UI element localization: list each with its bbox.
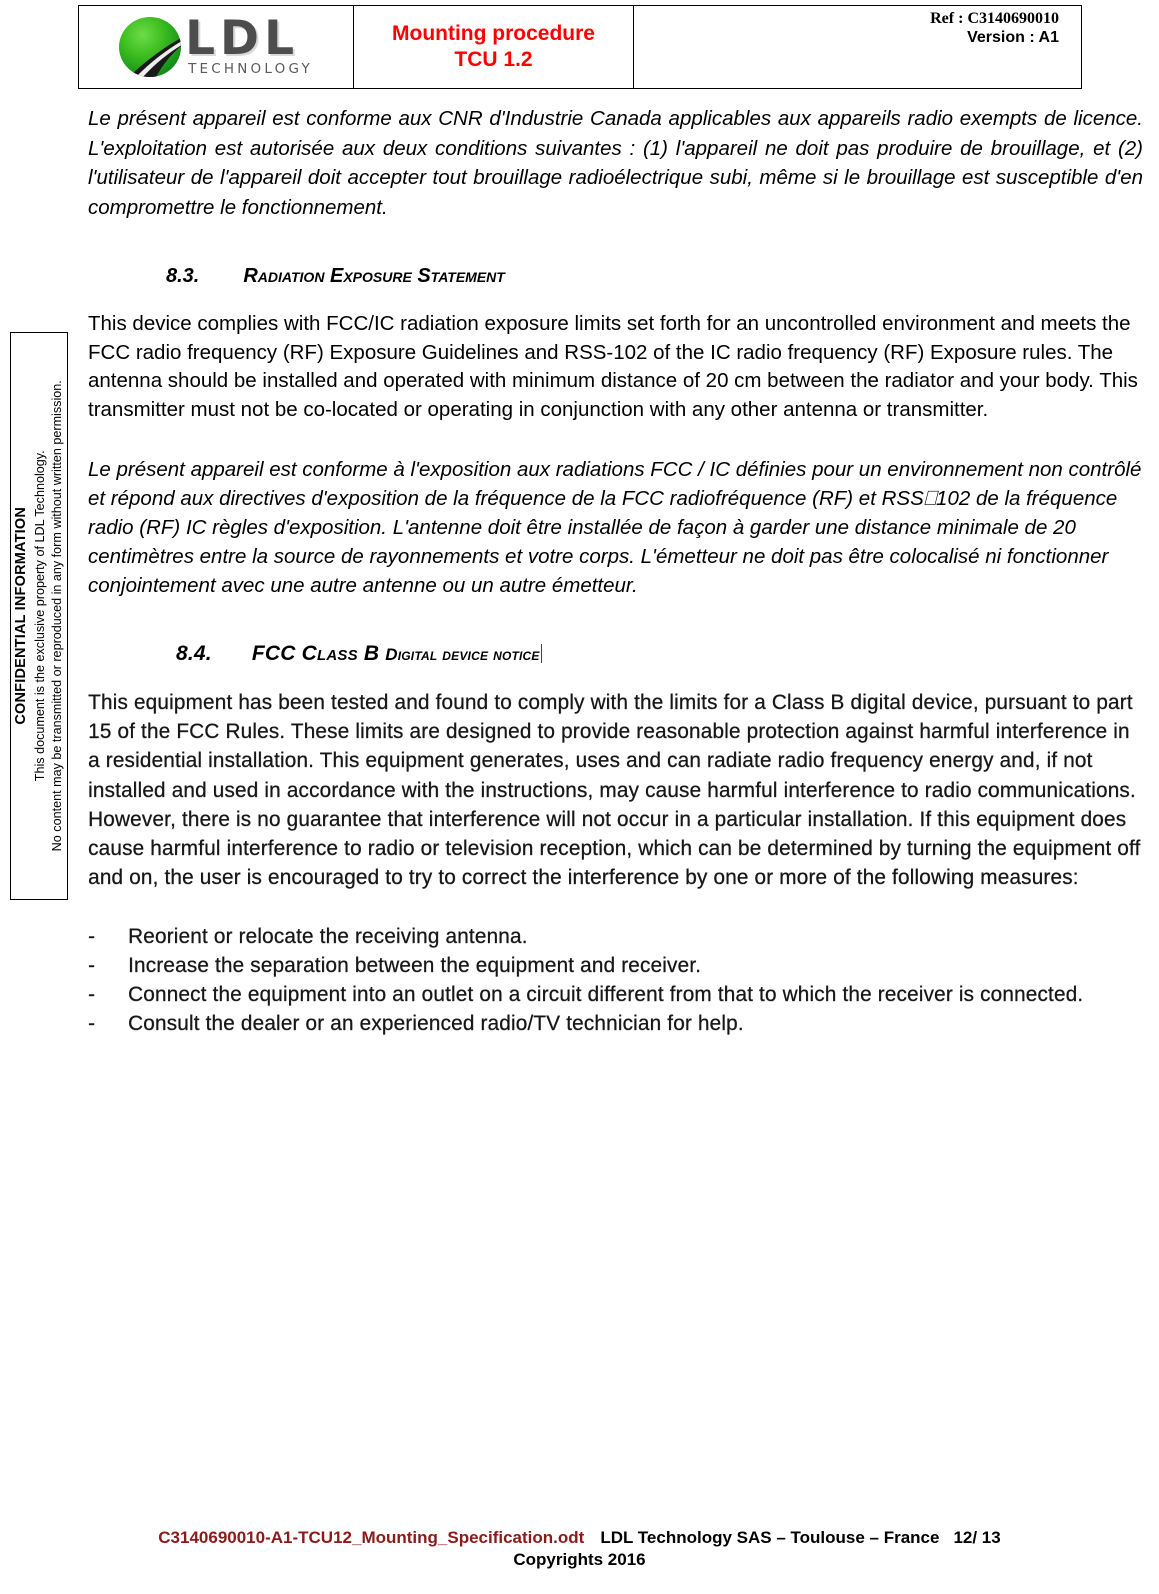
list-item	[88, 951, 1143, 980]
header-reference-cell	[634, 6, 1081, 88]
footer-filename: C3140690010-A1-TCU12_Mounting_Specification.odt	[158, 1528, 585, 1547]
header-logo-cell	[79, 6, 354, 88]
heading-8-3-number: 8.3.	[166, 264, 200, 287]
text-cursor-caret	[541, 644, 543, 663]
heading-8-4-title-part1: FCC Class B	[251, 642, 380, 666]
bullet-marker: -	[88, 983, 96, 1007]
heading-8-4-number: 8.4.	[176, 642, 212, 666]
green-sphere-road-icon	[119, 17, 181, 77]
list-item-text: Reorient or relocate the receiving antenna.	[128, 924, 528, 948]
footer-primary-line	[0, 1528, 1159, 1548]
spacer	[88, 600, 1143, 642]
spacer	[88, 892, 1143, 922]
list-item-text: Connect the equipment into an outlet on a circuit different from that to which the receiver is connected.	[128, 983, 1084, 1007]
heading-8-3	[88, 265, 1143, 288]
spacer	[88, 666, 1143, 688]
fcc-measures-list	[88, 922, 1143, 1038]
heading-8-4-title-part2: Digital device notice	[385, 645, 540, 665]
road-shape	[125, 29, 181, 77]
list-item	[88, 980, 1143, 1009]
document-reference: Ref : C3140690010	[930, 10, 1059, 27]
header-title-cell	[354, 6, 634, 88]
list-item	[88, 1009, 1143, 1038]
spacer	[88, 223, 1143, 265]
footer-copyright: Copyrights 2016	[513, 1550, 646, 1569]
radiation-exposure-french: Le présent appareil est conforme à l'exposition aux radiations FCC / IC définies pour un environnement non contrôlé et répond aux directives d'exposition de la fréquence de la FCC radiofréquence (RF) et RSS⎕102 de la fréquence radio (RF) IC règles d'exposition. L'antenne doit être installée de façon à garder une distance minimale de 20 centimètres entre la source de rayonnements et votre corps. L'émetteur ne doit pas être colocalisé ni fonctionner conjointement avec une autre antenne ou un autre émetteur.	[88, 457, 1142, 598]
ldl-logo	[119, 11, 313, 78]
heading-8-3-title: Radiation Exposure Statement	[243, 264, 505, 287]
list-item	[88, 922, 1143, 951]
footer-organization: LDL Technology SAS – Toulouse – France	[600, 1528, 940, 1547]
bullet-marker: -	[88, 954, 96, 978]
footer-page-number: 12/ 13	[953, 1528, 1001, 1547]
spacer	[88, 288, 1143, 310]
confidential-sidebar-text	[12, 380, 66, 851]
confidential-title: CONFIDENTIAL INFORMATION	[13, 507, 30, 725]
logo-tagline-text: TECHNOLOGY	[188, 61, 313, 78]
document-header	[78, 5, 1082, 89]
document-footer	[0, 1528, 1159, 1570]
cnr-compliance-paragraph: Le présent appareil est conforme aux CNR d'Industrie Canada applicables aux appareils radio exempts de licence. L'exploitation est autorisée aux deux conditions suivantes : (1) l'appareil ne doit pas produire de brouillage, et (2) l'utilisateur de l'appareil doit accepter tout brouillage radioélectrique subi, même si le brouillage est susceptible d'en compromettre le fonctionnement.	[88, 107, 1143, 220]
list-item-text: Consult the dealer or an experienced radio/TV technician for help.	[128, 1012, 744, 1036]
confidential-line-2: No content may be transmitted or reproduced in any form without written permission.	[49, 380, 64, 852]
logo-brand-text: LDL	[185, 11, 300, 67]
logo-wordmark	[185, 11, 313, 78]
confidential-sidebar	[10, 332, 68, 900]
radiation-exposure-english: This device complies with FCC/IC radiation exposure limits set forth for an uncontrolled environment and meets the FCC radio frequency (RF) Exposure Guidelines and RSS-102 of the IC radio frequency (RF) Exposure rules. The antenna should be installed and operated with minimum distance of 20 cm between the radiator and your body. This transmitter must not be co-located or operating in conjunction with any other antenna or transmitter.	[88, 311, 1138, 421]
bullet-marker: -	[88, 1012, 96, 1036]
document-title-line1: Mounting procedure	[392, 21, 595, 45]
confidential-line-1: This document is the exclusive property of LDL Technology.	[32, 450, 47, 782]
document-body	[88, 104, 1143, 1038]
document-title-line2: TCU 1.2	[454, 48, 533, 71]
heading-8-4	[88, 642, 1143, 666]
fcc-class-b-paragraph: This equipment has been tested and found to comply with the limits for a Class B digital device, pursuant to part 15 of the FCC Rules. These limits are designed to provide reasonable protection against harmful interference in a residential installation. This equipment generates, uses and can radiate radio frequency energy and, if not installed and used in accordance with the instructions, may cause harmful interference to radio communications. However, there is no guarantee that interference will not occur in a particular installation. If this equipment does cause harmful interference to radio or television reception, which can be determined by turning the equipment off and on, the user is encouraged to try to correct the interference by one or more of the following measures:	[88, 691, 1141, 889]
bullet-marker: -	[88, 924, 96, 948]
list-item-text: Increase the separation between the equipment and receiver.	[128, 954, 702, 978]
document-version: Version : A1	[967, 29, 1059, 46]
spacer	[88, 425, 1143, 455]
